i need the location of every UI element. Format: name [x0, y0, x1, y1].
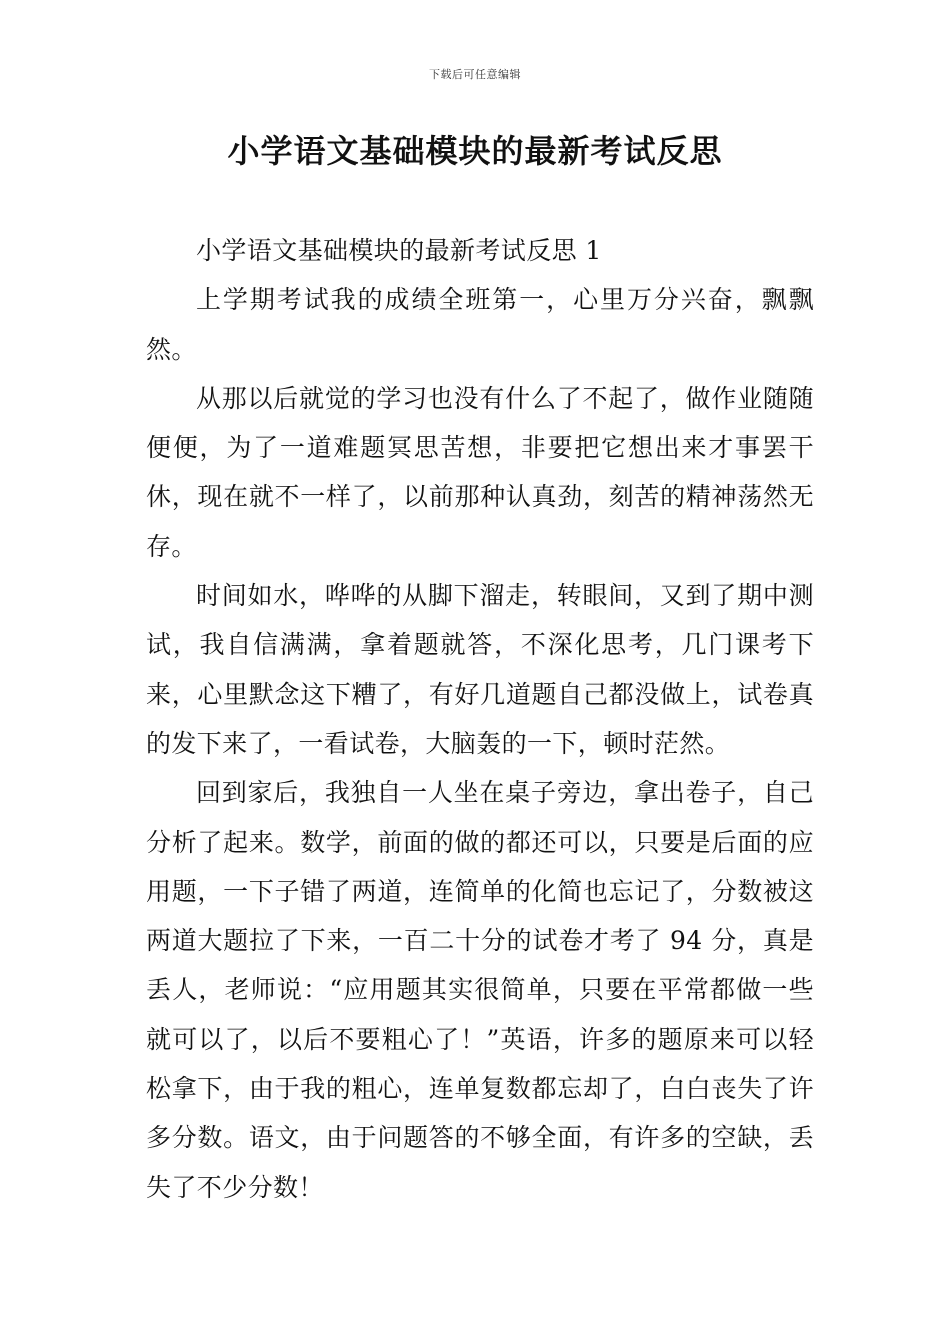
paragraph: 从那以后就觉的学习也没有什么了不起了，做作业随随便便，为了一道难题冥思苦想，非要把它想出来才事罢干休，现在就不一样了，以前那种认真劲，刻苦的精神荡然无存。 [146, 383, 814, 561]
paragraph: 回到家后，我独自一人坐在桌子旁边，拿出卷子，自己分析了起来。数学，前面的做的都还可以，只要是后面的应用题，一下子错了两道，连简单的化简也忘记了，分数被这两道大题拉了下来，一百二十分的试卷才考了 94 分，真是丢人，老师说：“应用题其实很简单，只要在平常都做一些就可以了，以后不要粗心了！”英语，许多的题原来可以轻松拿下，由于我的粗心，连单复数都忘却了，白白丧失了许多分数。语文，由于问题答的不够全面，有许多的空缺，丢失了不少分数！ [146, 778, 814, 1202]
paragraph: 时间如水，哗哗的从脚下溜走，转眼间，又到了期中测试，我自信满满，拿着题就答，不深化思考，几门课考下来，心里默念这下糟了，有好几道题自己都没做上，试卷真的发下来了，一看试卷，大脑轰的一下，顿时茫然。 [146, 581, 814, 758]
document-body [146, 226, 814, 1212]
paragraph: 上学期考试我的成绩全班第一，心里万分兴奋，飘飘然。 [146, 285, 814, 364]
header-note: 下载后可任意编辑 [429, 68, 521, 81]
section-heading: 小学语文基础模块的最新考试反思 1 [196, 236, 602, 265]
document-title: 小学语文基础模块的最新考试反思 [227, 132, 723, 170]
